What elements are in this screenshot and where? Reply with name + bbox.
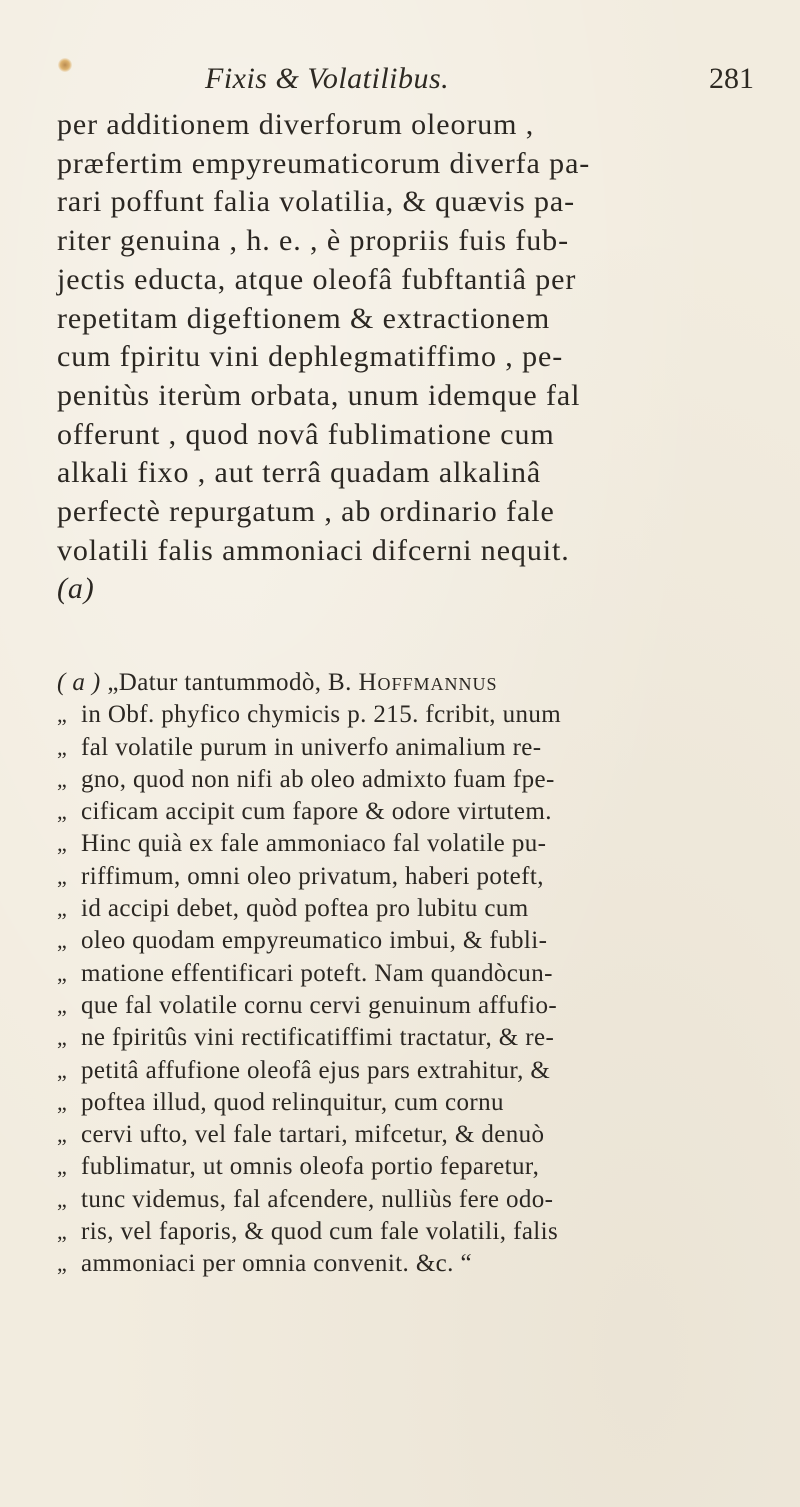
footnote-line-text: ammoniaci per omnia convenit. &c. “ [81, 1250, 472, 1278]
footnote-line-text: oleo quodam empyreumatico imbui, & fubli- [81, 927, 548, 955]
footnote-line-text: riffimum, omni oleo privatum, haberi poteft, [81, 862, 544, 890]
text-line: per additionem diverforum oleorum , [57, 108, 535, 141]
footnote-line-text: petitâ affufione oleofâ ejus pars extrahitur, & [81, 1056, 551, 1084]
footnote-line-text: gno, quod non nifi ab oleo admixto fuam fpe- [81, 765, 555, 793]
footnote-line [57, 796, 782, 828]
quote-mark: „ [57, 702, 68, 728]
footnote-line [57, 828, 782, 860]
quote-mark: „ [57, 1089, 68, 1115]
footnote-marker: ( a ) [57, 669, 101, 696]
footnote-line [57, 861, 782, 893]
quote-mark: „ [57, 831, 68, 857]
quote-mark: „ [57, 1219, 68, 1245]
page-number: 281 [709, 62, 754, 95]
main-text-block [57, 106, 777, 609]
footnote-reference: (a) [57, 572, 95, 606]
footnote-line-text: tunc videmus, fal afcendere, nulliùs fere odo- [81, 1185, 554, 1213]
footnote-line [57, 699, 782, 731]
footnote-line [57, 1022, 782, 1054]
footnote-line [57, 958, 782, 990]
text-line: cum fpiritu vini dephlegmatiffimo , pe- [57, 340, 564, 374]
quote-mark: „ [57, 1186, 68, 1212]
quote-mark: „ [57, 766, 68, 792]
footnote-line-text: fal volatile purum in univerfo animalium re- [81, 733, 542, 761]
quote-mark: „ [57, 1251, 68, 1277]
text-line: volatili falis ammoniaci difcerni nequit. [57, 533, 570, 567]
footnote-line-text: Hinc quià ex fale ammoniaco fal volatile pu- [81, 830, 547, 858]
footnote-line-text: ne fpiritûs vini rectificatiffimi tractatur, & re- [81, 1024, 555, 1052]
footnote-line [57, 925, 782, 957]
footnote-author: Hoffmannus [358, 669, 498, 696]
quote-mark: „ [57, 928, 68, 954]
page-header [0, 62, 800, 112]
text-line: alkali fixo , aut terrâ quadam alkalinâ [57, 456, 542, 490]
text-line: repetitam digeftionem & extractionem [57, 301, 551, 335]
footnote-line [57, 1248, 782, 1280]
running-title: Fixis & Volatilibus. [205, 62, 450, 95]
quote-mark: „ [57, 734, 68, 760]
footnote-line [57, 1119, 782, 1151]
footnote-line [57, 764, 782, 796]
footnote-line [57, 732, 782, 764]
footnote-line [57, 1216, 782, 1248]
text-line: riter genuina , h. e. , è propriis fuis fub- [57, 224, 569, 258]
quote-mark: „ [57, 1025, 68, 1051]
text-line: rari poffunt falia volatilia, & quævis pa- [57, 185, 575, 219]
footnote-line-text: cificam accipit cum fapore & odore virtutem. [81, 798, 552, 826]
footnote-first-line [57, 667, 782, 699]
footnote-line-text: fublimatur, ut omnis oleofa portio feparetur, [81, 1153, 540, 1181]
footnote-line-text: id accipi debet, quòd poftea pro lubitu cum [81, 895, 529, 923]
footnote-line [57, 990, 782, 1022]
footnote-line-text: cervi ufto, vel fale tartari, mifcetur, & denuò [81, 1121, 545, 1149]
footnote-line [57, 1055, 782, 1087]
footnote-line [57, 1184, 782, 1216]
text-line: præfertim empyreumaticorum diverfa pa- [57, 146, 591, 180]
footnote-line [57, 1151, 782, 1183]
quote-mark: „ [57, 960, 68, 986]
quote-mark: „ [57, 1154, 68, 1180]
quote-mark: „ [57, 992, 68, 1018]
footnote-line-text: poftea illud, quod relinquitur, cum cornu [81, 1088, 504, 1116]
quote-mark: „ [57, 799, 68, 825]
footnote-line [57, 893, 782, 925]
quote-mark: „ [57, 1057, 68, 1083]
quote-mark: „ [57, 896, 68, 922]
text-line: offerunt , quod novâ fublimatione cum [57, 417, 555, 451]
text-line: jectis educta, atque oleofâ fubftantiâ per [57, 262, 577, 296]
quote-mark: „ [57, 1122, 68, 1148]
footnote-block [57, 667, 782, 1281]
footnote-line-text: ris, vel faporis, & quod cum fale volatili, falis [81, 1218, 559, 1246]
footnote-line-text: matione effentificari poteft. Nam quandòcun- [81, 959, 553, 987]
footnote-line-text: que fal volatile cornu cervi genuinum affufio- [81, 991, 558, 1019]
quote-mark: „ [57, 863, 68, 889]
text-line: perfectè repurgatum , ab ordinario fale [57, 495, 555, 529]
footnote-line-text: in Obf. phyfico chymicis p. 215. fcribit, unum [81, 701, 562, 729]
text-line: penitùs iterùm orbata, unum idemque fal [57, 378, 581, 412]
footnote-line [57, 1087, 782, 1119]
footnote-first-text: „Datur tantummodò, B. [107, 669, 352, 696]
